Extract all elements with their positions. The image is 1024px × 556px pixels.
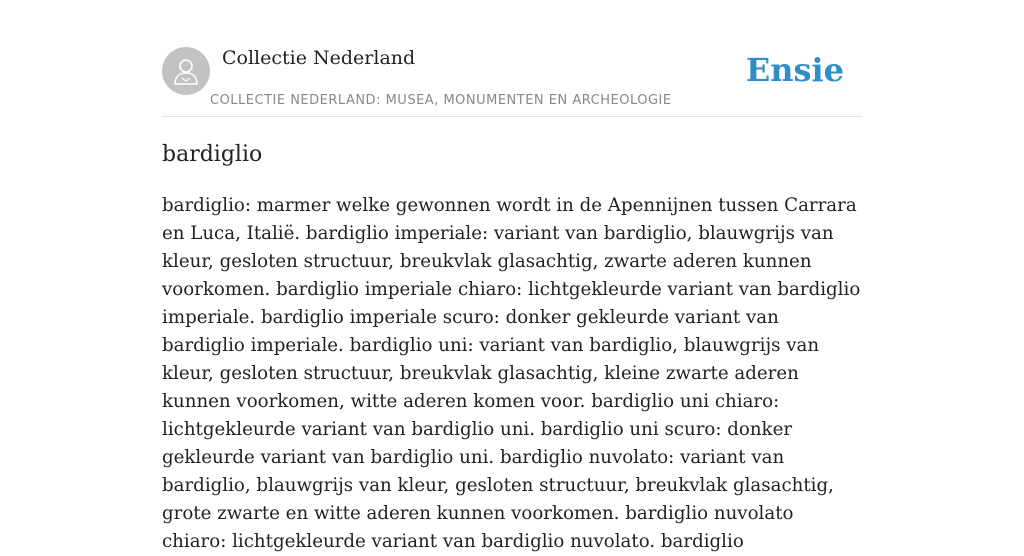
source-label[interactable]: COLLECTIE NEDERLAND: MUSEA, MONUMENTEN EN ARCHEOLOGIE (210, 93, 672, 108)
author-name[interactable]: Collectie Nederland (222, 47, 416, 69)
user-icon (171, 56, 201, 86)
author-avatar[interactable] (162, 47, 210, 95)
page-header (162, 46, 862, 117)
article-body: bardiglio: marmer welke gewonnen wordt in de Apennijnen tussen Carrara en Luca, Italië. bardiglio imperiale: variant van bardiglio, blauwgrijs van kleur, gesloten structuur, breukvlak glasachtig, zwarte aderen kunnen voorkomen. bardiglio imperiale chiaro: lichtgekleurde variant van bardiglio imperiale. bardiglio imperiale scuro: donker gekleurde variant van bardiglio imperiale. bardiglio uni: variant van bardiglio, blauwgrijs van kleur, gesloten structuur, breukvlak glasachtig, kleine zwarte aderen kunnen voorkomen, witte aderen komen voor. bardiglio uni chiaro: lichtgekleurde variant van bardiglio uni. bardiglio uni scuro: donker gekleurde variant van bardiglio uni. bardiglio nuvolato: variant van bardiglio, blauwgrijs van kleur, gesloten structuur, breukvlak glasachtig, grote zwarte en witte aderen kunnen voorkomen. bardiglio nuvolato chiaro: lichtgekleurde variant van bardiglio nuvolato. bardiglio (162, 195, 861, 552)
ensie-logo[interactable]: Ensie (745, 51, 844, 89)
article-title: bardiglio (162, 142, 263, 167)
